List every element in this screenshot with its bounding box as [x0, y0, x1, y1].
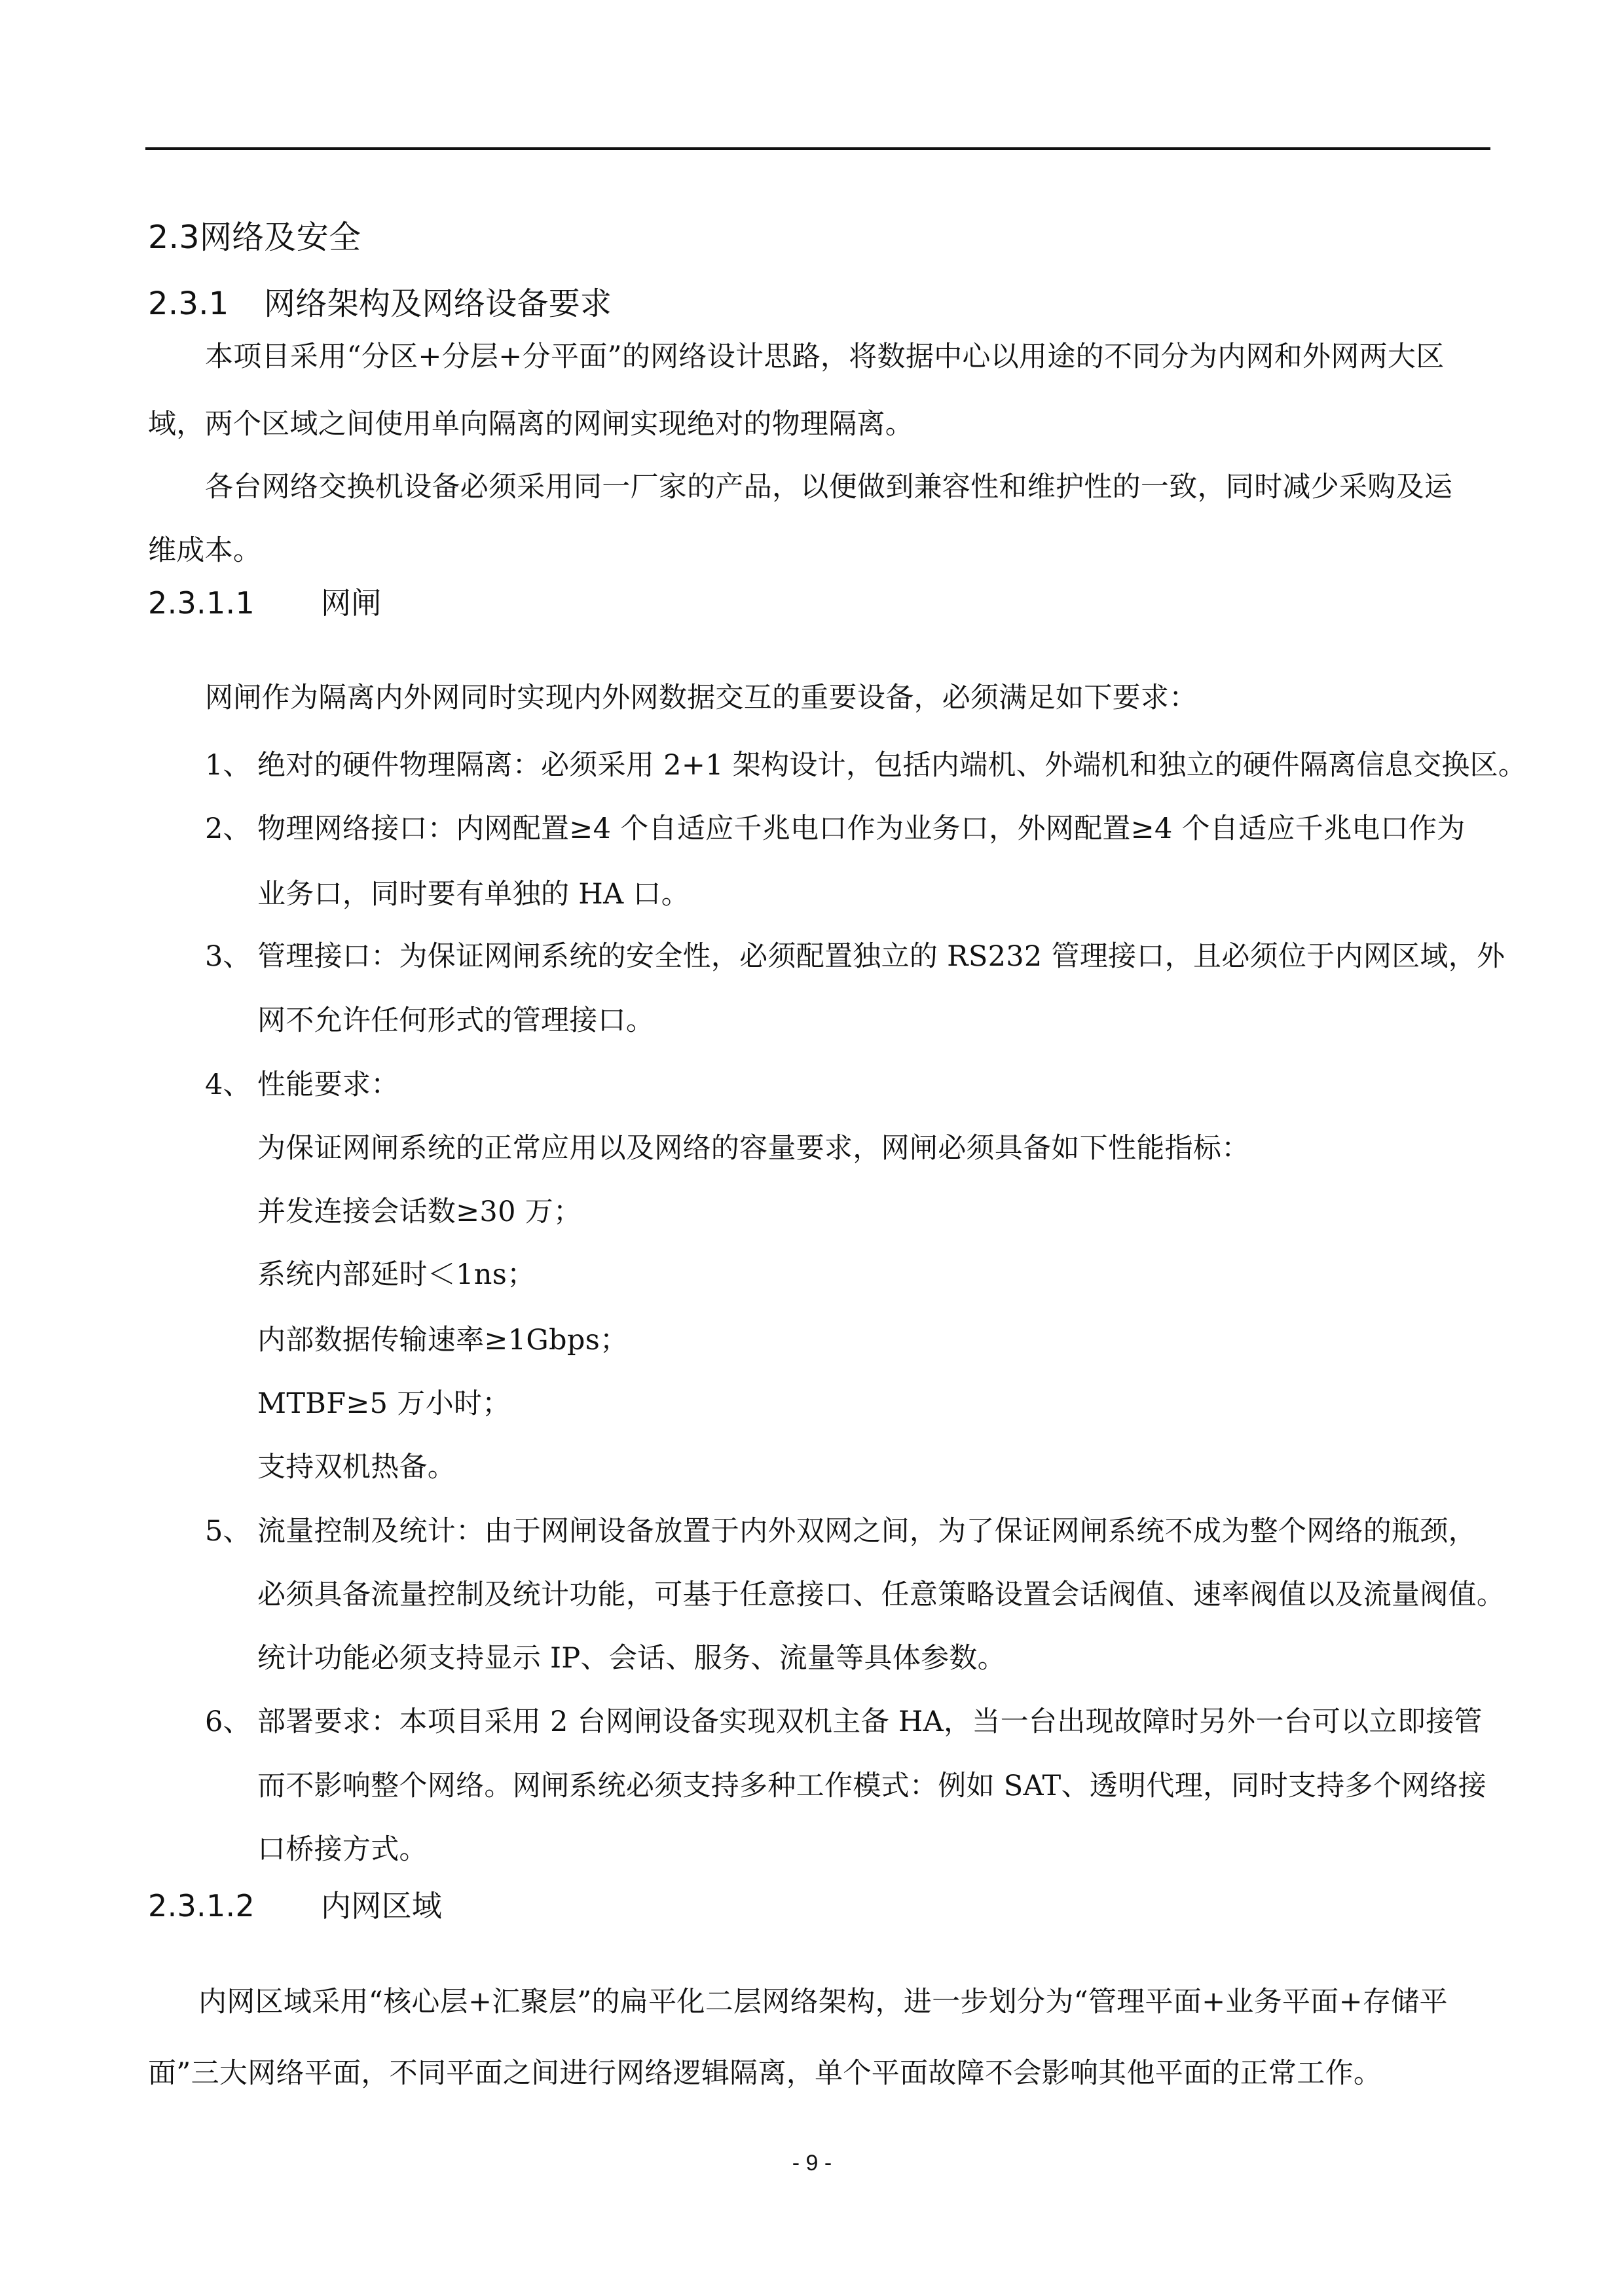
paragraph-line: 面”三大网络平面，不同平面之间进行网络逻辑隔离，单个平面故障不会影响其他平面的正常工作。 — [148, 2057, 1382, 2090]
list-item-line: 业务口，同时要有单独的 HA 口。 — [257, 878, 690, 911]
list-item-line: 口桥接方式。 — [257, 1833, 428, 1866]
list-item-line: 而不影响整个网络。网闸系统必须支持多种工作模式：例如 SAT、透明代理，同时支持多个网络接 — [257, 1770, 1487, 1802]
paragraph-line: 本项目采用“分区+分层+分平面”的网络设计思路，将数据中心以用途的不同分为内网和外网两大区 — [205, 340, 1445, 373]
list-item-line: 系统内部延时＜1ns； — [257, 1258, 536, 1291]
list-item-line: 物理网络接口：内网配置≥4 个自适应千兆电口作为业务口，外网配置≥4 个自适应千兆电口作为 — [257, 812, 1466, 845]
paragraph-line: 域，两个区域之间使用单向隔离的网闸实现绝对的物理隔离。 — [148, 408, 914, 441]
list-number: 3、 — [205, 940, 251, 973]
list-number: 5、 — [205, 1515, 251, 1548]
paragraph-line: 各台网络交换机设备必须采用同一厂家的产品，以便做到兼容性和维护性的一致，同时减少采购及运 — [205, 471, 1453, 503]
list-item-line: 必须具备流量控制及统计功能，可基于任意接口、任意策略设置会话阀值、速率阀值以及流量阀值。 — [257, 1578, 1505, 1611]
list-item-line: 支持双机热备。 — [257, 1451, 456, 1484]
list-item-line: 部署要求：本项目采用 2 台网闸设备实现双机主备 HA，当一台出现故障时另外一台可以立即接管 — [257, 1705, 1483, 1738]
list-item-line: 为保证网闸系统的正常应用以及网络的容量要求，网闸必须具备如下性能指标： — [257, 1132, 1250, 1165]
paragraph-line: 内网区域采用“核心层+汇聚层”的扁平化二层网络架构，进一步划分为“管理平面+业务平面+存储平 — [198, 1986, 1448, 2018]
list-item-line: 流量控制及统计：由于网闸设备放置于内外双网之间，为了保证网闸系统不成为整个网络的瓶颈， — [257, 1515, 1477, 1548]
list-item-line: MTBF≥5 万小时； — [257, 1387, 511, 1420]
list-item-line: 管理接口：为保证网闸系统的安全性，必须配置独立的 RS232 管理接口，且必须位于内网区域，外 — [257, 940, 1505, 973]
list-number: 2、 — [205, 812, 251, 845]
section-title: 2.3网络及安全 — [148, 219, 361, 256]
list-number: 6、 — [205, 1705, 251, 1738]
list-item-line: 性能要求： — [257, 1068, 399, 1101]
subsection-title: 网络架构及网络设备要求 — [264, 285, 612, 322]
list-item-line: 统计功能必须支持显示 IP、会话、服务、流量等具体参数。 — [257, 1642, 1006, 1675]
list-item-line: 网不允许任何形式的管理接口。 — [257, 1004, 655, 1037]
page-number: - 9 - — [792, 2151, 832, 2176]
list-number: 4、 — [205, 1068, 251, 1101]
header-rule — [145, 147, 1490, 150]
list-item-line: 并发连接会话数≥30 万； — [257, 1195, 582, 1228]
list-item-line: 内部数据传输速率≥1Gbps； — [257, 1324, 629, 1357]
list-item-line: 绝对的硬件物理隔离：必须采用 2+1 架构设计，包括内端机、外端机和独立的硬件隔离信息交换区。 — [257, 749, 1527, 782]
heading-title: 网闸 — [321, 585, 382, 621]
subsection-number: 2.3.1 — [148, 285, 229, 322]
paragraph-line: 网闸作为隔离内外网同时实现内外网数据交互的重要设备，必须满足如下要求： — [205, 682, 1198, 714]
heading-number: 2.3.1.2 — [148, 1888, 255, 1923]
paragraph-line: 维成本。 — [148, 534, 262, 567]
list-number: 1、 — [205, 749, 251, 782]
heading-number: 2.3.1.1 — [148, 585, 255, 621]
heading-title: 内网区域 — [321, 1888, 443, 1923]
